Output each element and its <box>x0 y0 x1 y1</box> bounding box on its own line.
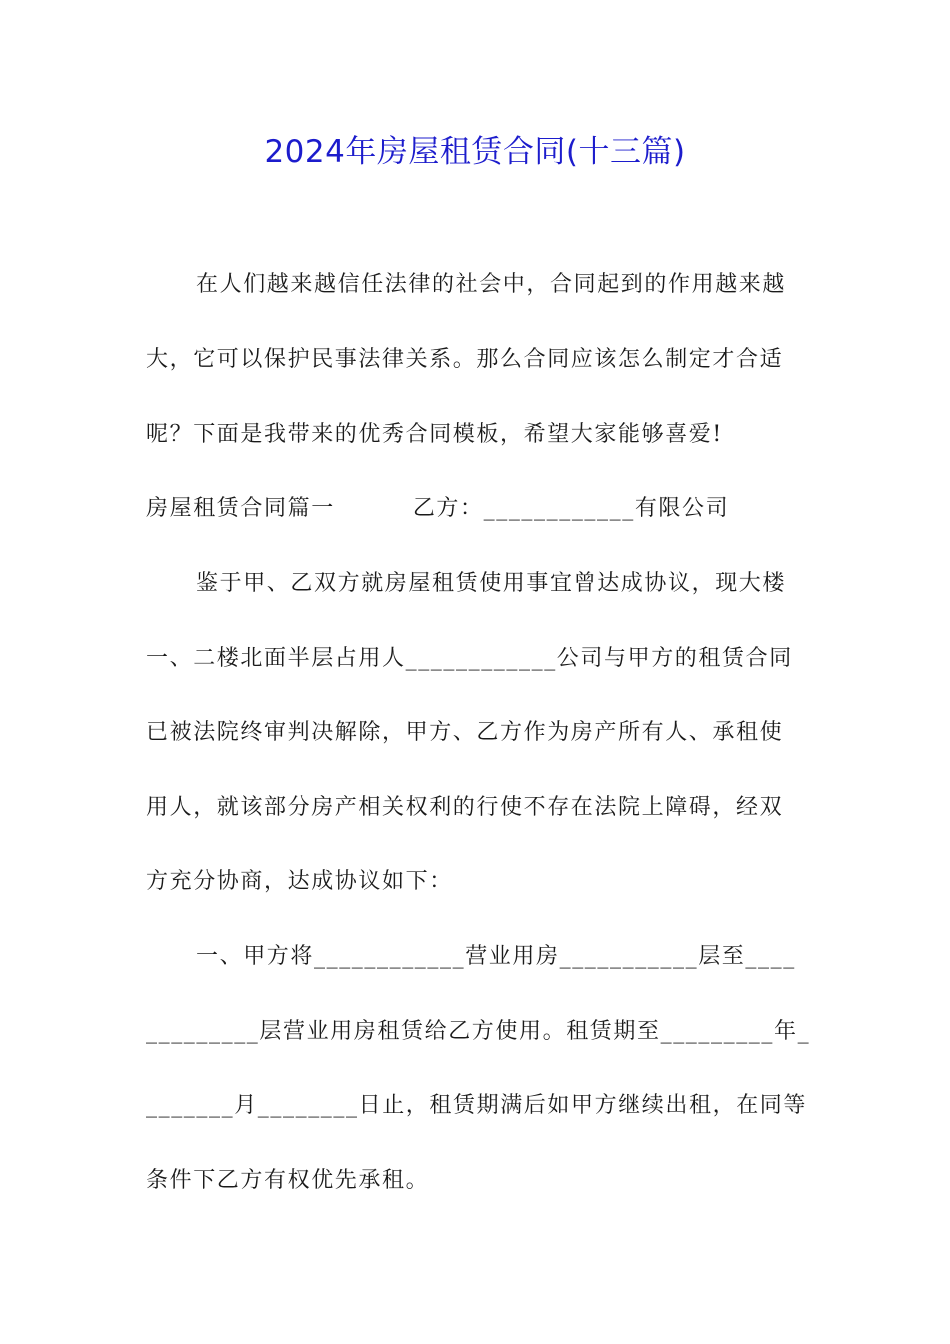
party-b-line: 乙方：____________有限公司 <box>412 496 730 521</box>
clause-line: 条件下乙方有权优先承租。 <box>146 1168 430 1193</box>
paragraph-line: 一、二楼北面半层占用人____________公司与甲方的租赁合同 <box>146 646 793 671</box>
document-title: 2024年房屋租赁合同(十三篇) <box>264 134 686 170</box>
clause-line: _________层营业用房租赁给乙方使用。租赁期至_________年_ <box>146 1019 811 1044</box>
paragraph-line: 大，它可以保护民事法律关系。那么合同应该怎么制定才合适 <box>146 347 784 372</box>
paragraph-line: 方充分协商，达成协议如下： <box>146 869 453 894</box>
paragraph-line: 呢？下面是我带来的优秀合同模板，希望大家能够喜爱! <box>146 422 723 447</box>
section-heading: 房屋租赁合同篇一 <box>146 496 335 521</box>
paragraph-line: 在人们越来越信任法律的社会中，合同起到的作用越来越 <box>196 272 787 297</box>
paragraph-line: 已被法院终审判决解除，甲方、乙方作为房产所有人、承租使 <box>146 720 784 745</box>
clause-line: _______月________日止，租赁期满后如甲方继续出租，在同等 <box>146 1093 808 1118</box>
section-heading-line <box>146 494 806 524</box>
paragraph-line: 用人，就该部分房产相关权利的行使不存在法院上障碍，经双 <box>146 795 784 820</box>
clause-line: 一、甲方将____________营业用房___________层至____ <box>196 944 796 969</box>
paragraph-line: 鉴于甲、乙双方就房屋租赁使用事宜曾达成协议，现大楼 <box>196 571 787 596</box>
